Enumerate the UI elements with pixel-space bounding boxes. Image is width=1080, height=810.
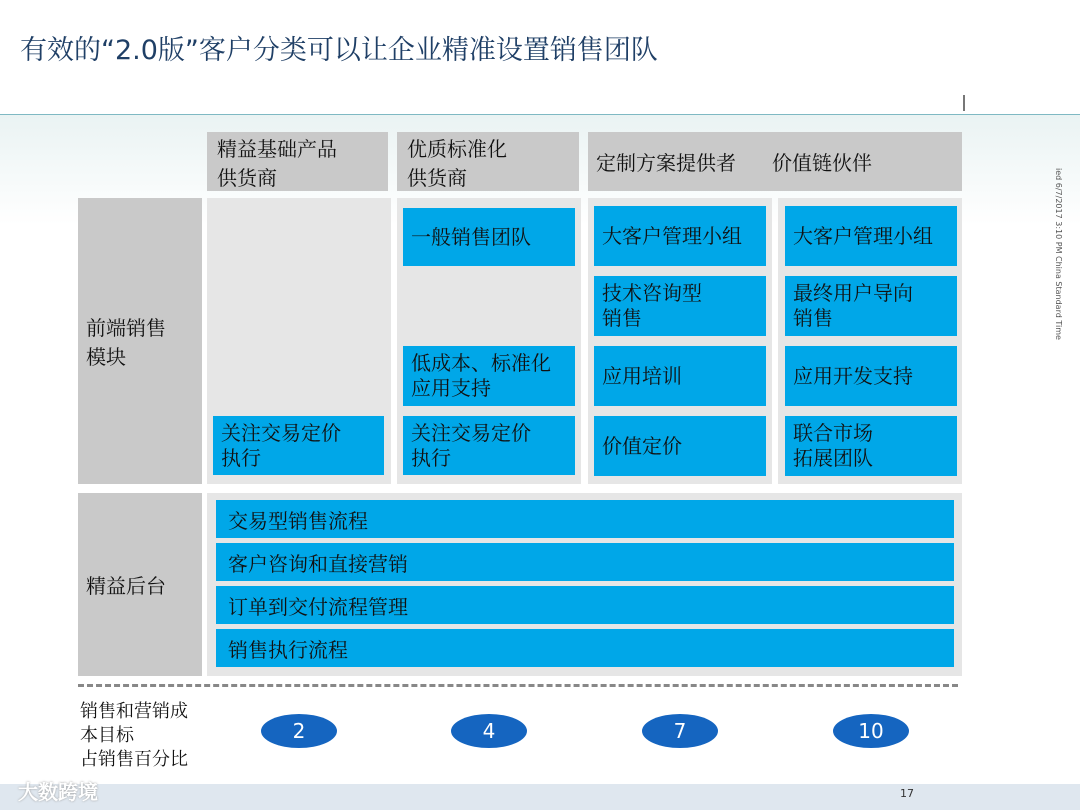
cell-end-user-sales	[785, 276, 957, 336]
cell-key-account-c3	[594, 206, 766, 266]
cell-line: 关注交易定价	[221, 420, 341, 445]
side-timestamp: ied 6/7/2017 3:10 PM China Standard Time	[1054, 168, 1063, 340]
column-header-line: 供货商	[407, 165, 467, 190]
row-label-line: 精益后台	[86, 574, 166, 598]
metric-value: 4	[482, 719, 496, 743]
cell-line: 大客户管理小组	[602, 223, 742, 248]
column-header-3	[588, 132, 770, 191]
column-header-line: 优质标准化	[407, 136, 507, 161]
footer-bar	[0, 784, 1080, 810]
row-label-front	[78, 198, 202, 484]
page-number: 17	[900, 787, 914, 800]
cell-low-cost-support	[403, 346, 575, 406]
bar-label: 销售执行流程	[228, 637, 348, 662]
title-tick-mark	[963, 95, 965, 111]
cell-line: 应用培训	[602, 363, 682, 388]
metric-label-line: 占销售百分比	[80, 749, 188, 770]
metric-label	[80, 700, 188, 772]
page-title: 有效的“2.0版”客户分类可以让企业精准设置销售团队	[20, 35, 658, 66]
cell-line: 低成本、标准化	[411, 351, 551, 375]
cell-line: 拓展团队	[793, 446, 873, 470]
watermark-logo: 大数跨境	[18, 780, 98, 804]
cell-line: 应用开发支持	[793, 363, 913, 388]
row-label-back	[78, 493, 202, 676]
cell-line: 执行	[221, 445, 261, 470]
cell-line: 大客户管理小组	[793, 223, 933, 248]
cell-tech-consult-sales	[594, 276, 766, 336]
row-label-line: 前端销售	[86, 316, 166, 340]
cell-line: 应用支持	[411, 376, 491, 400]
metric-value: 2	[292, 719, 306, 743]
cell-line: 价值定价	[602, 433, 682, 458]
cell-line: 一般销售团队	[411, 224, 531, 249]
column-header-line: 精益基础产品	[217, 136, 337, 161]
cell-line: 联合市场	[793, 421, 873, 445]
cell-general-sales-team	[403, 208, 575, 266]
bar-label: 订单到交付流程管理	[228, 594, 408, 619]
cell-line: 关注交易定价	[411, 420, 531, 445]
metric-oval-1	[261, 714, 337, 748]
cell-transaction-pricing-c1	[213, 416, 384, 475]
cell-value-pricing	[594, 416, 766, 476]
cell-application-training	[594, 346, 766, 406]
metric-oval-3	[642, 714, 718, 748]
metric-oval-2	[451, 714, 527, 748]
dashed-divider	[78, 684, 958, 687]
bar-label: 交易型销售流程	[228, 508, 368, 533]
metric-label-line: 销售和营销成	[80, 701, 188, 722]
column-header-4	[770, 132, 962, 191]
back-bar-1	[216, 500, 954, 538]
metric-label-line: 本目标	[80, 725, 134, 746]
cell-line: 销售	[602, 306, 642, 330]
bar-label: 客户咨询和直接营销	[228, 551, 408, 576]
column-header-line: 定制方案提供者	[596, 151, 736, 175]
cell-line: 执行	[411, 445, 451, 470]
cell-line: 技术咨询型	[602, 281, 702, 305]
back-bar-4	[216, 629, 954, 667]
metric-value: 10	[858, 719, 884, 743]
column-header-1	[207, 132, 388, 191]
row-label-line: 模块	[86, 345, 126, 369]
column-header-line: 供货商	[217, 165, 277, 190]
cell-line: 最终用户导向	[793, 281, 913, 305]
metric-oval-4	[833, 714, 909, 748]
cell-transaction-pricing-c2	[403, 416, 575, 475]
title-divider	[0, 114, 1080, 115]
back-bar-2	[216, 543, 954, 581]
cell-joint-marketing	[785, 416, 957, 476]
cell-line: 销售	[793, 306, 833, 330]
metric-value: 7	[673, 719, 687, 743]
column-header-2	[397, 132, 579, 191]
column-header-line: 价值链伙伴	[772, 151, 872, 175]
cell-app-dev-support	[785, 346, 957, 406]
cell-key-account-c4	[785, 206, 957, 266]
back-bar-3	[216, 586, 954, 624]
